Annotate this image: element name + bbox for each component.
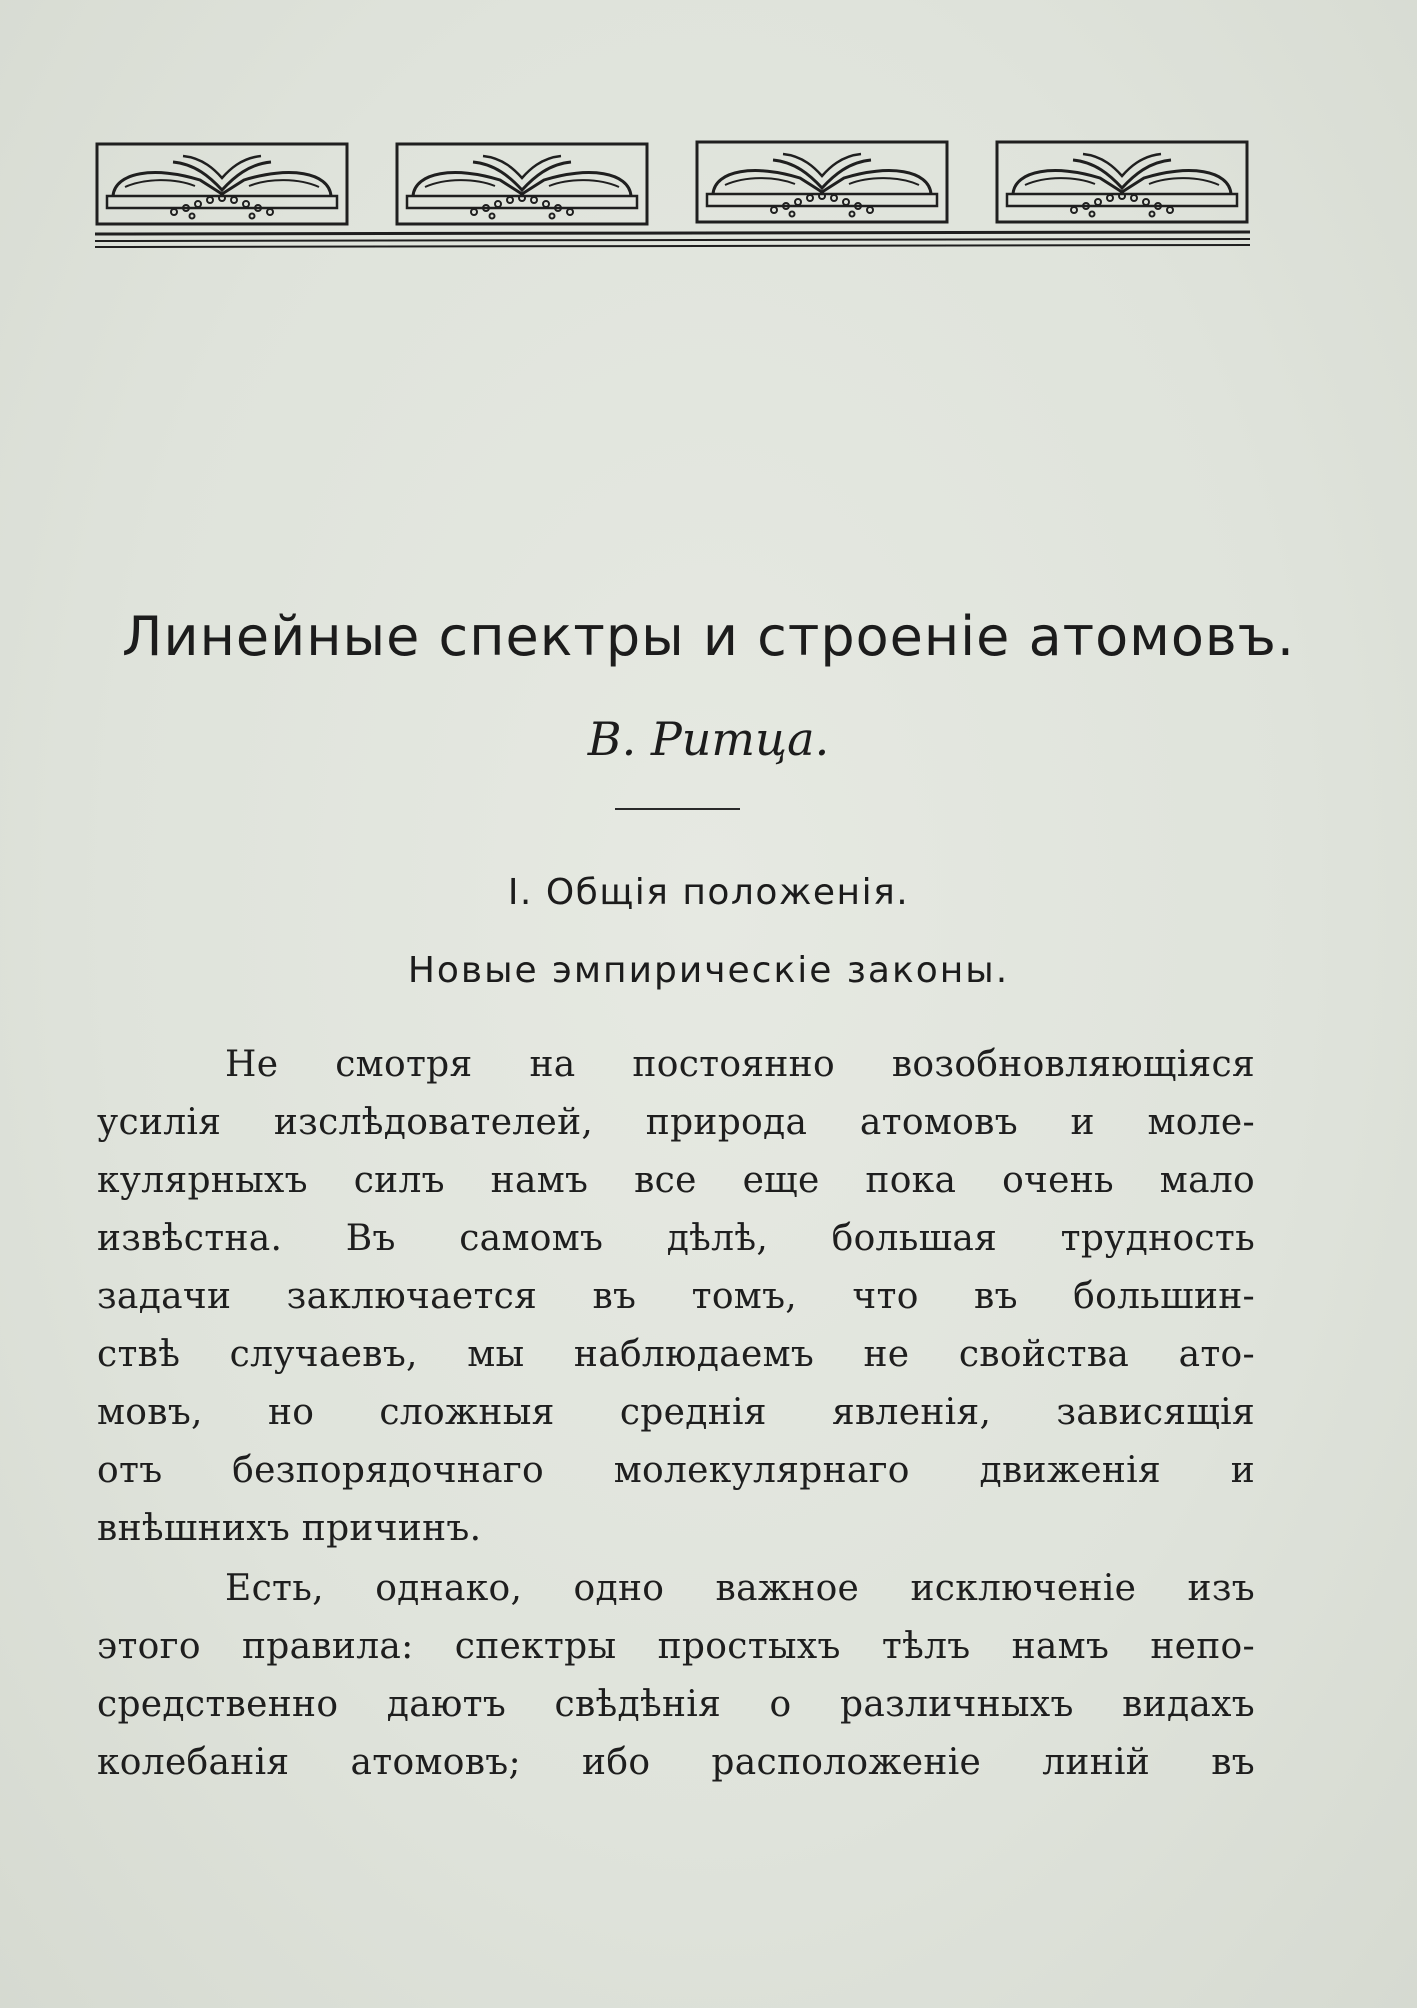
- text-line: этого правила: спектры простыхъ тѣлъ намъ непо-: [97, 1626, 1255, 1667]
- text-line: отъ безпорядочнаго молекулярнаго движенія и: [97, 1450, 1255, 1491]
- text-line: Есть, однако, одно важное исключеніе изъ: [225, 1568, 1255, 1609]
- paragraph-2: [97, 1560, 1255, 1792]
- ornament-tile-1: [97, 144, 347, 224]
- subsection-heading: Новые эмпирическіе законы.: [407, 950, 1010, 991]
- text-line: ствѣ случаевъ, мы наблюдаемъ не свойства ато-: [97, 1334, 1255, 1375]
- article-author: В. Ритца.: [587, 712, 830, 766]
- text-line: задачи заключается въ томъ, что въ большин-: [97, 1276, 1255, 1317]
- text-line: мовъ, но сложныя среднія явленія, зависящія: [97, 1392, 1255, 1433]
- text-line: кулярныхъ силъ намъ все еще пока очень мало: [97, 1160, 1255, 1201]
- ornament-tile-2: [397, 144, 647, 224]
- ornament-tile-4: [997, 142, 1247, 222]
- paragraph-1: [97, 1036, 1255, 1558]
- text-line: извѣстна. Въ самомъ дѣлѣ, большая трудность: [97, 1218, 1255, 1259]
- article-title: Линейные спектры и строеніе атомовъ.: [121, 605, 1296, 668]
- ornament-tile-3: [697, 142, 947, 222]
- text-line: средственно даютъ свѣдѣнія о различныхъ видахъ: [97, 1684, 1255, 1725]
- text-line: усилія изслѣдователей, природа атомовъ и моле-: [97, 1102, 1255, 1143]
- text-line: колебанія атомовъ; ибо расположеніе линій въ: [97, 1742, 1255, 1783]
- header-ornament: [95, 140, 1250, 250]
- text-line: внѣшнихъ причинъ.: [97, 1508, 482, 1549]
- title-divider: [615, 808, 740, 810]
- text-line: Не смотря на постоянно возобновляющіяся: [225, 1044, 1255, 1085]
- section-heading: I. Общія положенія.: [507, 872, 910, 913]
